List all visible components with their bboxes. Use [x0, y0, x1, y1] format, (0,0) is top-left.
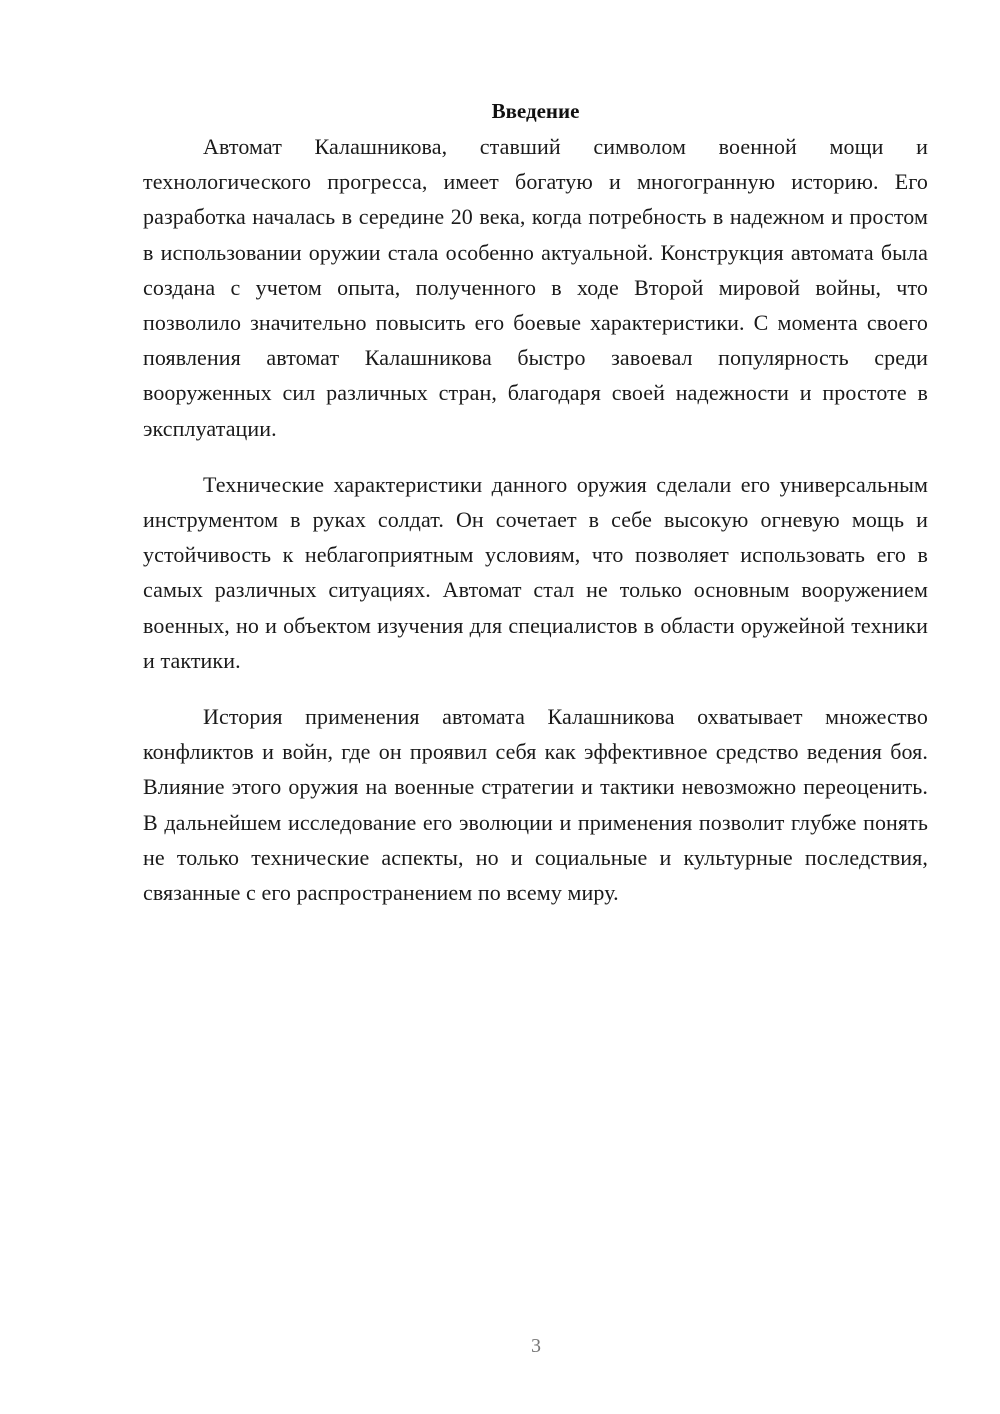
paragraph-1: Автомат Калашникова, ставший символом военной мощи и технологического прогресса, имеет богатую и многогранную историю. Его разработка началась в середине 20 века, когда потребность в надежном и простом в использовании оружии стала особенно актуальной. Конструкция автомата была создана с учетом опыта, полученного в ходе Второй мировой войны, что позволило значительно повысить его боевые характеристики. С момента своего появления автомат Калашникова быстро завоевал популярность среди вооруженных сил различных стран, благодаря своей надежности и простоте в эксплуатации. [143, 134, 928, 441]
section-title: Введение [491, 99, 580, 123]
page-content [143, 95, 928, 931]
paragraph-3: История применения автомата Калашникова охватывает множество конфликтов и войн, где он проявил себя как эффективное средство ведения боя. Влияние этого оружия на военные стратегии и тактики невозможно переоценить. В дальнейшем исследование его эволюции и применения позволит глубже понять не только технические аспекты, но и социальные и культурные последствия, связанные с его распространением по всему миру. [143, 704, 928, 906]
page-number: 3 [531, 1335, 541, 1357]
paragraph-2: Технические характеристики данного оружия сделали его универсальным инструментом в руках солдат. Он сочетает в себе высокую огневую мощь и устойчивость к неблагоприятным условиям, что позволяет использовать его в самых различных ситуациях. Автомат стал не только основным вооружением военных, но и объектом изучения для специалистов в области оружейной техники и тактики. [143, 471, 928, 673]
